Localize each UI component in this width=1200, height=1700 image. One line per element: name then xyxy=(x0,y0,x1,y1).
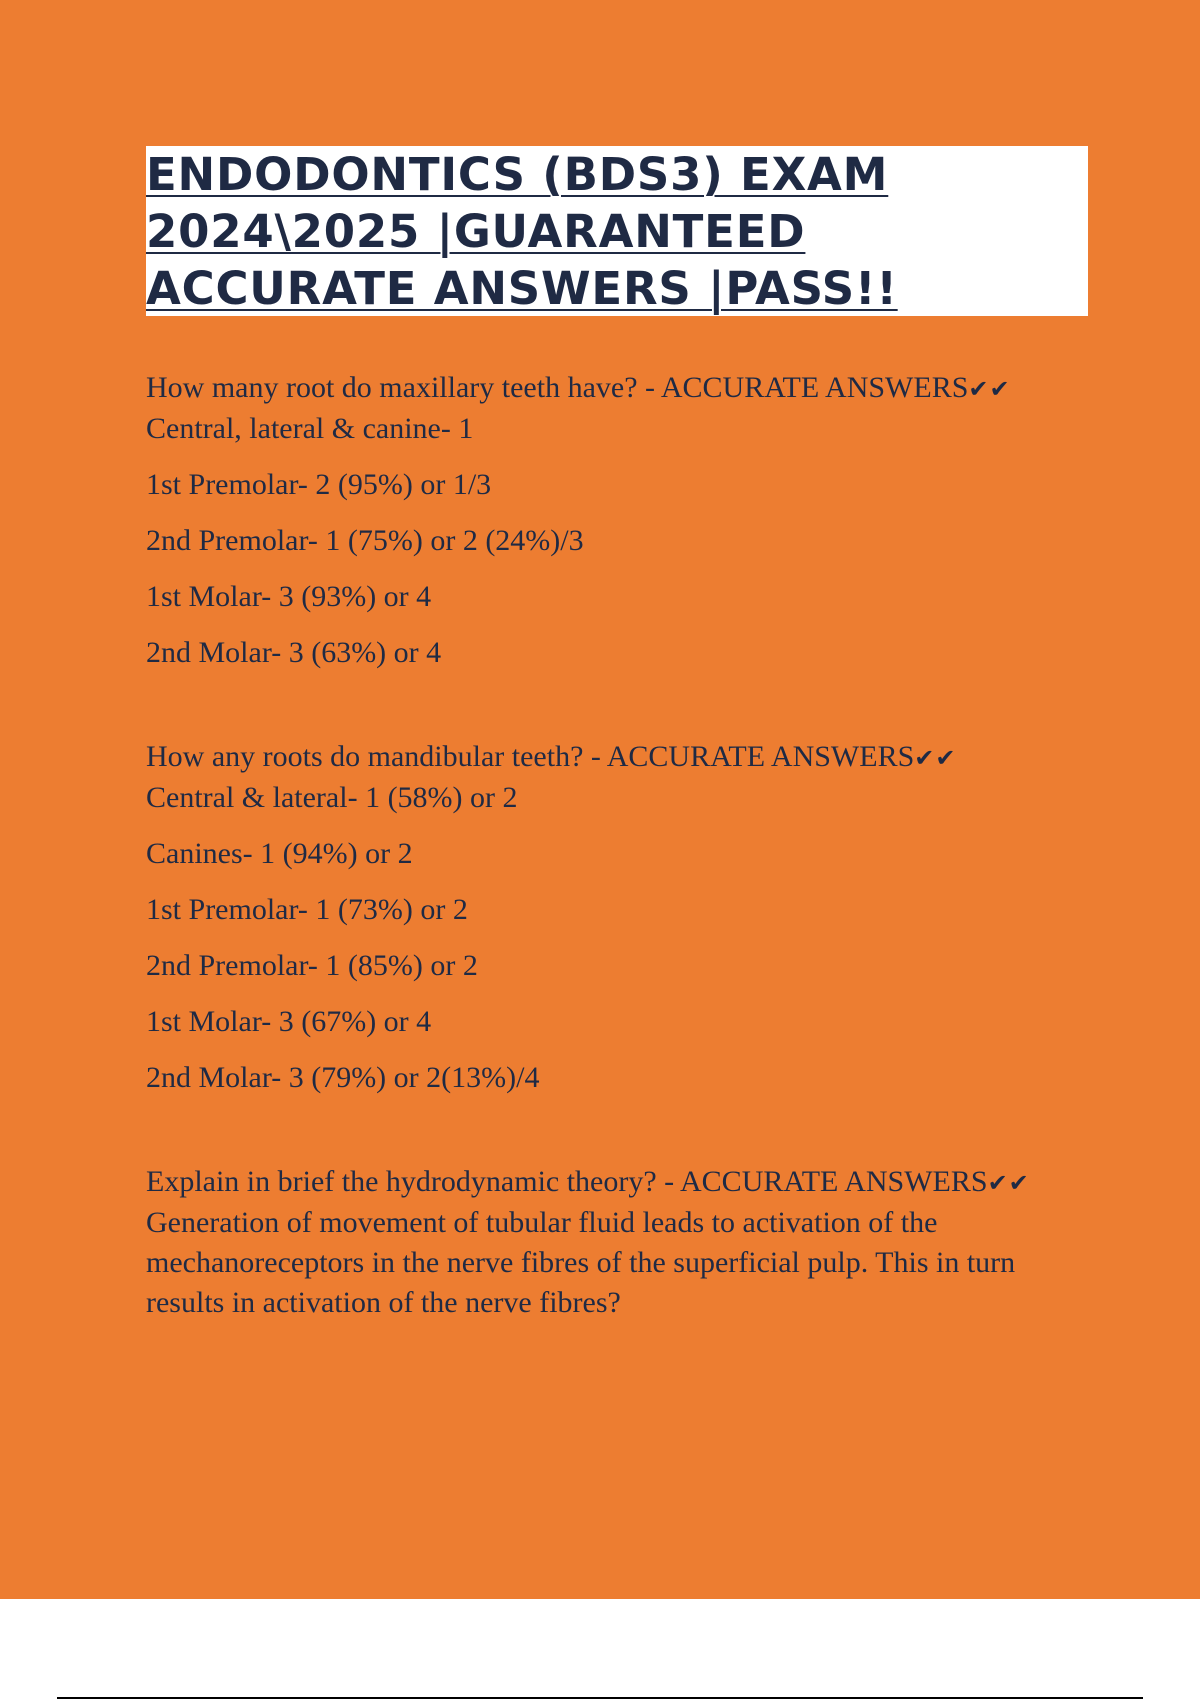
title-line-2: 2024\2025 |GUARANTEED xyxy=(146,205,806,258)
title-line-1: ENDODONTICS (BDS3) EXAM xyxy=(146,148,889,201)
double-check-icon: ✔✔ xyxy=(914,744,957,772)
answer-line: 2nd Molar- 3 (79%) or 2(13%)/4 xyxy=(146,1061,540,1094)
question-text: How many root do maxillary teeth have? - ACCURATE ANSWERS xyxy=(146,371,969,404)
question-paragraph xyxy=(146,1162,1096,1323)
answer-line: 2nd Premolar- 1 (75%) or 2 (24%)/3 xyxy=(146,524,584,557)
title-line-3: ACCURATE ANSWERS |PASS!! xyxy=(146,262,898,315)
question-text: How any roots do mandibular teeth? - ACCURATE ANSWERS xyxy=(146,740,915,773)
answer-line: 1st Molar- 3 (67%) or 4 xyxy=(146,1005,432,1038)
question-paragraph xyxy=(146,737,1096,818)
answer-line: Canines- 1 (94%) or 2 xyxy=(146,837,413,870)
document-title xyxy=(146,146,1088,317)
answer-first-line: Central & lateral- 1 (58%) or 2 xyxy=(146,781,518,814)
question-paragraph xyxy=(146,368,1096,449)
double-check-icon: ✔✔ xyxy=(987,1169,1030,1197)
double-check-icon: ✔✔ xyxy=(968,375,1011,403)
answer-line: 1st Premolar- 1 (73%) or 2 xyxy=(146,893,468,926)
footer-divider xyxy=(57,1697,1143,1699)
qa-section-maxillary xyxy=(146,368,1096,673)
answer-text: Generation of movement of tubular fluid leads to activation of the mechanoreceptors in the nerve fibres of the superficial pulp. This in turn results in activation of the nerve fibres? xyxy=(146,1206,1016,1319)
question-text: Explain in brief the hydrodynamic theory? - ACCURATE ANSWERS xyxy=(146,1165,988,1198)
answer-line: 1st Molar- 3 (93%) or 4 xyxy=(146,580,432,613)
answer-line: 2nd Molar- 3 (63%) or 4 xyxy=(146,636,442,669)
answer-line: 2nd Premolar- 1 (85%) or 2 xyxy=(146,949,478,982)
title-box xyxy=(146,146,1088,316)
answer-line: 1st Premolar- 2 (95%) or 1/3 xyxy=(146,468,492,501)
qa-section-hydrodynamic xyxy=(146,1162,1096,1323)
qa-section-mandibular xyxy=(146,737,1096,1098)
answer-first-line: Central, lateral & canine- 1 xyxy=(146,412,474,445)
document-content xyxy=(146,368,1096,1323)
